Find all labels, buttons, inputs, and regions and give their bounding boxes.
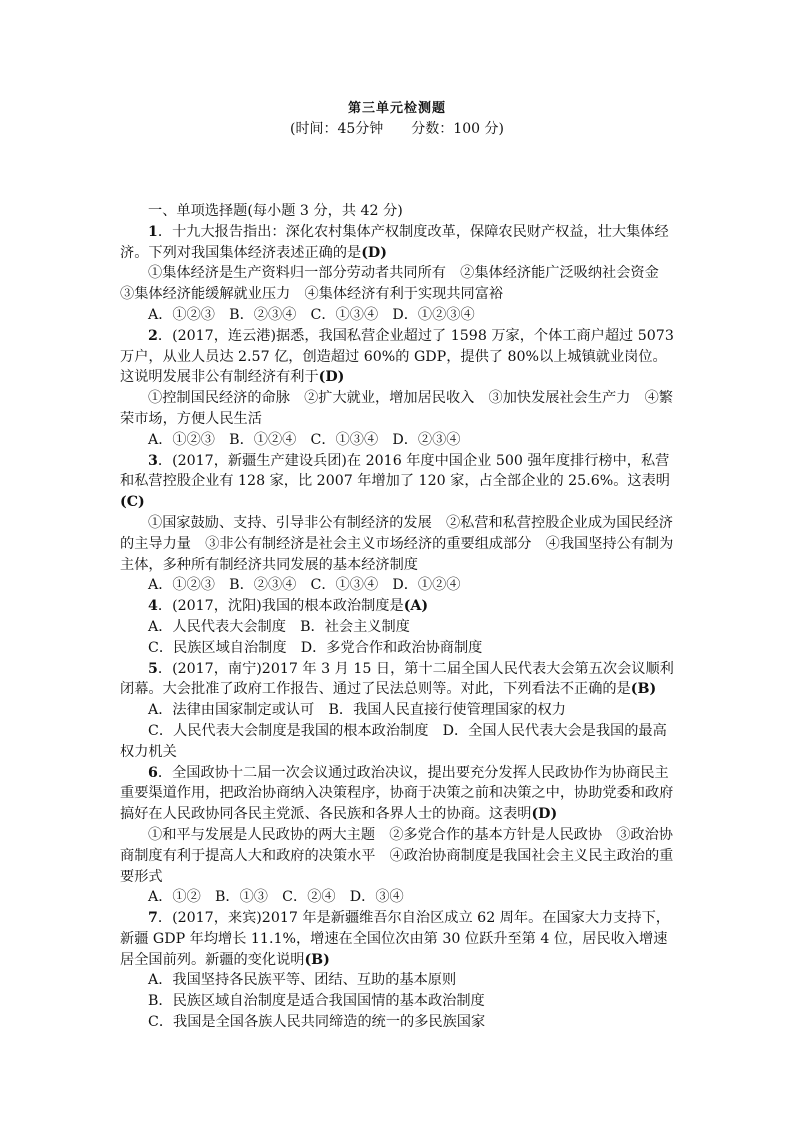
answer: (D) [531, 806, 558, 823]
question-6-stem: 6．全国政协十二届一次会议通过政治决议，提出要充分发挥人民政协作为协商民主重要渠道作用，把政治协商纳入决策程序，协商于决策之前和决策之中，协助党委和政府搞好在人民政协同各民主党派、各民族和各界人士的协商。这表明(D) [120, 764, 674, 823]
question-4-options-line: A．人民代表大会制度 B．社会主义制度 [148, 618, 410, 635]
question-number: 4 [148, 598, 158, 615]
answer: (B) [630, 681, 657, 698]
question-3-options: A．①②③ B．②③④ C．①③④ D．①②④ [148, 577, 461, 594]
question-number: 6 [148, 764, 158, 781]
question-1-statements: ①集体经济是生产资料归一部分劳动者共同所有 ②集体经济能广泛吸纳社会资金 ③集体经济能缓解就业压力 ④集体经济有利于实现共同富裕 [120, 265, 673, 303]
question-5-options-line: A．法律由国家制定或认可 B．我国人民直接行使管理国家的权力 [148, 702, 566, 719]
exam-info: (时间：45分钟 分数：100 分) [290, 121, 504, 137]
question-7-stem: 7．(2017，来宾)2017 年是新疆维吾尔自治区成立 62 周年。在国家大力支持下，新疆 GDP 年均增长 11.1%，增速在全国位次由第 30 位跃升至第 4 位，居民收入增速居全国前列。新疆的变化说明(B) [120, 910, 670, 968]
question-4-options-line: C．民族区域自治制度 D．多党合作和政治协商制度 [148, 639, 483, 656]
question-3-statements: ①国家鼓励、支持、引导非公有制经济的发展 ②私营和私营控股企业成为国民经济的主导力量 ③非公有制经济是社会主义市场经济的重要组成部分 ④我国坚持公有制为主体，多种所有制经济共同发展的基本经济制度 [120, 514, 674, 573]
answer: (D) [318, 369, 345, 386]
question-number: 7 [148, 910, 158, 927]
question-5-options-line: C．人民代表大会制度是我国的根本政治制度 D．全国人民代表大会是我国的最高权力机关 [120, 722, 667, 760]
answer: (B) [304, 951, 330, 968]
question-6-statements: ①和平与发展是人民政协的两大主题 ②多党合作的基本方针是人民政协 ③政治协商制度有利于提高人大和政府的决策水平 ④政治协商制度是我国社会主义民主政治的重要形式 [120, 826, 674, 885]
question-7-options-line: C．我国是全国各族人民共同缔造的统一的多民族国家 [148, 1014, 486, 1031]
question-5-stem: 5．(2017，南宁)2017 年 3 月 15 日，第十二届全国人民代表大会第五次会议顺利闭幕。大会批准了政府工作报告、通过了民法总则等。对此，下列看法不正确的是(B) [120, 660, 674, 698]
page-title: 第三单元检测题 [347, 101, 446, 116]
section-heading: 一、单项选择题(每小题 3 分，共 42 分) [148, 203, 403, 219]
question-7-options-line: B．民族区域自治制度是适合我国国情的基本政治制度 [148, 993, 485, 1010]
question-number: 5 [148, 660, 158, 677]
question-2-stem: 2．(2017，连云港)据悉，我国私营企业超过了 1598 万家，个体工商户超过 5073 万户，从业人员达 2.57 亿，创造超过 60%的 GDP，提供了 80%以上城镇就业岗位。这说明发展非公有制经济有利于(D) [120, 327, 674, 386]
answer: (A) [403, 598, 429, 615]
question-4-stem: 4．(2017，沈阳)我国的根本政治制度是(A) [148, 598, 429, 615]
question-6-options: A．①② B．①③ C．②④ D．③④ [148, 889, 404, 906]
question-1-stem: 1．十九大报告指出：深化农村集体产权制度改革，保障农民财产权益，壮大集体经济。下列对我国集体经济表述正确的是(D) [120, 223, 669, 261]
answer: (C) [120, 494, 145, 511]
exam-content [120, 201, 680, 1033]
question-number: 3 [148, 452, 158, 469]
question-3-stem: 3．(2017，新疆生产建设兵团)在 2016 年度中国企业 500 强年度排行榜中，私营和私营控股企业有 128 家，比 2007 年增加了 120 家，占全部企业的 25.6%。这表明(C) [120, 452, 670, 511]
question-number: 1 [148, 223, 158, 240]
question-7-options-line: A．我国坚持各民族平等、团结、互助的基本原则 [148, 972, 457, 989]
question-1-options: A．①②③ B．②③④ C．①③④ D．①②③④ [148, 306, 475, 323]
question-2-statements: ①控制国民经济的命脉 ②扩大就业，增加居民收入 ③加快发展社会生产力 ④繁荣市场，方便人民生活 [120, 390, 673, 427]
answer: (D) [361, 244, 387, 261]
question-number: 2 [148, 327, 158, 344]
question-2-options: A．①②③ B．①②④ C．①③④ D．②③④ [148, 431, 461, 448]
